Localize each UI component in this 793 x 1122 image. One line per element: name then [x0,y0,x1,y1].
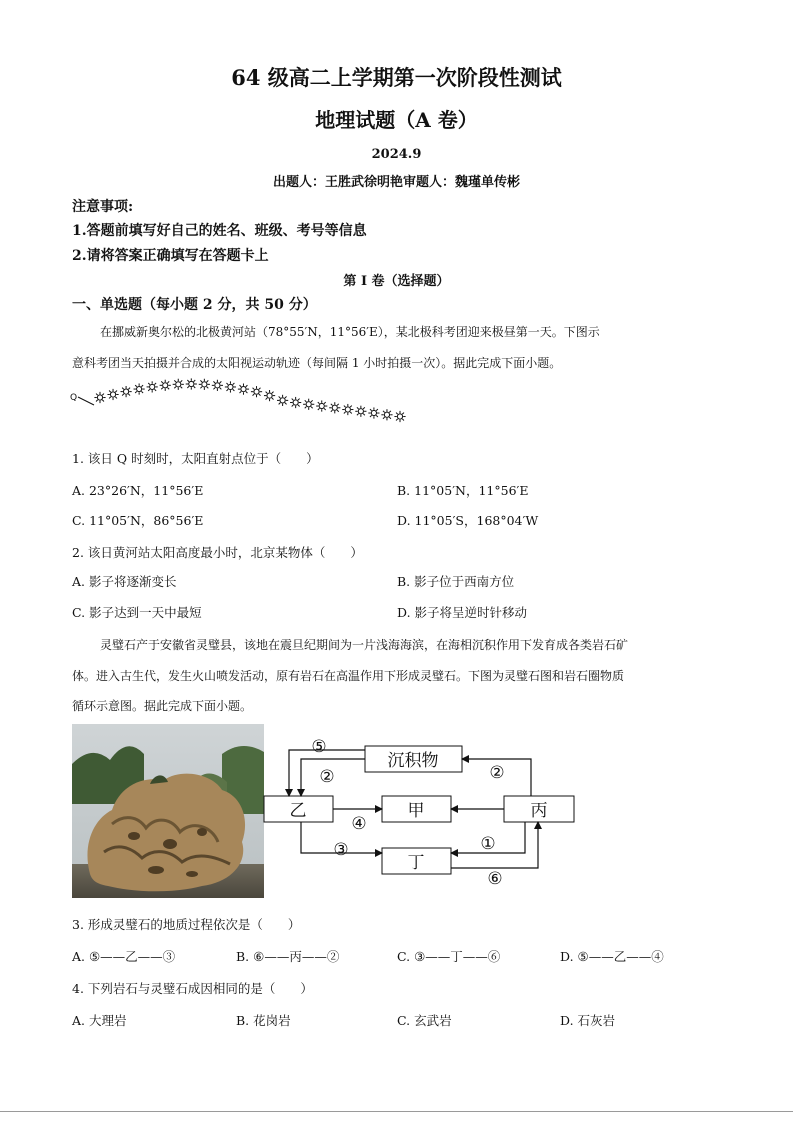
arrow-label-1: ① [480,834,496,854]
sun-marker [199,379,210,390]
q3-option-c[interactable]: C. ③——丁——⑥ [397,949,501,964]
q3-option-d[interactable]: D. ⑤——乙——④ [560,949,664,964]
sun-marker [342,404,353,415]
q3-option-a[interactable]: A. ⑤——乙——③ [72,949,176,964]
q2-option-a[interactable]: A. 影子将逐渐变长 [72,574,177,589]
sun-marker [381,409,392,420]
sun-marker [368,407,379,418]
sun-marker [264,390,275,401]
sun-marker [173,379,184,390]
question-number: 4. [72,981,84,996]
question-1 [72,449,319,467]
box-sediment-label: 沉积物 [387,751,439,771]
note-item-1: 1.答题前填写好自己的姓名、班级、考号等信息 [72,223,367,239]
sun-markers [94,378,405,422]
q4-option-d[interactable]: D. 石灰岩 [560,1013,616,1028]
q2-option-b[interactable]: B. 影子位于西南方位 [397,574,515,589]
question-text: 该日黄河站太阳高度最小时，北京某物体（ ） [87,545,363,560]
sun-marker [251,386,262,397]
sun-start-label: Q [70,393,78,403]
sun-marker [316,400,327,411]
passage1-line1: 在挪威新奥尔松的北极黄河站（78°55′N，11°56′E），某北极科考团迎来极昼第一天。下图示 [100,325,600,339]
section-title: 一、单选题（每小题 2 分，共 50 分） [72,297,317,313]
sun-marker [290,397,301,408]
sun-marker [355,406,366,417]
exam-authors: 出题人：王胜武徐明艳审题人：魏瑾单传彬 [272,175,520,190]
box-yi-label: 乙 [289,801,307,821]
question-3 [72,915,300,933]
arrow-label-6: ⑥ [487,869,503,889]
sun-marker [147,381,158,392]
arrow-label-2-right: ② [489,763,505,783]
sun-marker [134,383,145,394]
box-bing-label: 丙 [530,801,548,821]
rock-cycle-diagram [255,728,590,894]
page-bottom-rule [0,1111,793,1112]
q2-option-c[interactable]: C. 影子达到一天中最短 [72,605,202,620]
sun-marker [120,386,131,397]
question-number: 1. [72,451,84,466]
sun-start-line [78,397,94,405]
arrow-label-2-left: ② [319,767,335,787]
question-text: 下列岩石与灵璧石成因相同的是（ ） [87,981,313,996]
q1-option-c[interactable]: C. 11°05′N，86°56′E [72,513,204,528]
sun-marker [186,378,197,389]
passage2-line3: 循环示意图。据此完成下面小题。 [72,699,253,713]
question-number: 2. [72,545,84,560]
exam-date: 2024.9 [371,147,422,162]
sun-marker [225,381,236,392]
sun-marker [107,389,118,400]
question-2 [72,543,363,561]
sun-marker [238,384,249,395]
question-4 [72,979,313,997]
arrow-label-4: ④ [351,814,367,834]
sun-marker [277,395,288,406]
question-text: 该日 Q 时刻时，太阳直射点位于（ ） [87,451,319,466]
exam-subtitle: 地理试题（A 卷） [315,108,478,132]
sun-marker [160,380,171,391]
arrow-label-5: ⑤ [311,737,327,757]
sun-path-figure [66,374,411,434]
sun-marker [329,402,340,413]
sun-marker [212,380,223,391]
box-ding-label: 丁 [407,853,425,873]
arrow-label-3: ③ [333,840,349,860]
q3-option-b[interactable]: B. ⑥——丙——② [236,949,340,964]
passage2-line2: 体。进入古生代，发生火山喷发活动，原有岩石在高温作用下形成灵璧石。下图为灵璧石图和岩石圈物质 [72,669,625,683]
box-jia-label: 甲 [407,801,425,821]
q4-option-c[interactable]: C. 玄武岩 [397,1013,452,1028]
q4-option-b[interactable]: B. 花岗岩 [236,1013,291,1028]
q1-option-a[interactable]: A. 23°26′N，11°56′E [72,483,204,498]
sun-marker [94,392,105,403]
exam-title: 64 级高二上学期第一次阶段性测试 [231,65,562,90]
question-number: 3. [72,917,84,932]
sun-marker [394,411,405,422]
q4-option-a[interactable]: A. 大理岩 [72,1013,127,1028]
note-item-2: 2.请将答案正确填写在答题卡上 [72,248,269,264]
q2-option-d[interactable]: D. 影子将呈逆时针移动 [397,605,528,620]
q1-option-d[interactable]: D. 11°05′S，168°04′W [397,513,539,528]
notes-heading: 注意事项: [72,199,134,215]
volume-title: 第 I 卷（选择题） [343,274,450,289]
lingbi-stone-photo [72,724,264,898]
passage2-line1: 灵璧石产于安徽省灵璧县，该地在震旦纪期间为一片浅海海滨，在海相沉积作用下发育成各类岩石矿 [100,638,629,652]
question-text: 形成灵璧石的地质过程依次是（ ） [87,917,301,932]
q1-option-b[interactable]: B. 11°05′N，11°56′E [397,483,529,498]
sun-marker [303,399,314,410]
passage1-line2: 意科考团当天拍摄并合成的太阳视运动轨迹（每间隔 1 小时拍摄一次）。据此完成下面小题。 [72,356,562,370]
